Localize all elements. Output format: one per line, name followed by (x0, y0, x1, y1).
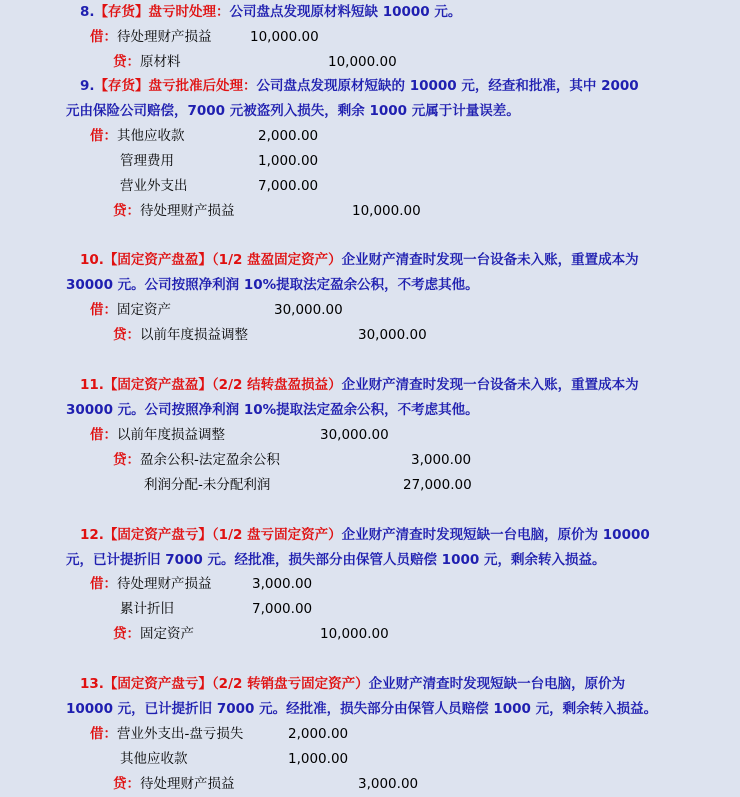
journal-line (90, 425, 225, 445)
journal-line (90, 724, 243, 744)
entry-desc: 公司盘点发现原材料短缺 10000 元。 (229, 4, 462, 20)
entry-desc: 企业财产清查时发现一台设备未入账，重置成本为 (341, 252, 639, 268)
entry-desc-cont: 元由保险公司赔偿，7000 元被盗列入损失，剩余 1000 元属于计量误差。 (66, 103, 520, 119)
journal-line (113, 624, 194, 644)
entry-8-heading (80, 2, 461, 22)
entry-9-heading (80, 76, 639, 96)
debit-label: 借： (90, 726, 117, 742)
account-name: 以前年度损益调整 (117, 427, 225, 443)
entry-num: 10. (80, 252, 104, 268)
entry-desc-cont: 30000 元。公司按照净利润 10%提取法定盈余公积，不考虑其他。 (66, 277, 479, 293)
credit-label: 贷： (113, 327, 140, 343)
account-name: 待处理财产损益 (140, 203, 235, 219)
journal-line (90, 574, 212, 594)
entry-title: 盘亏时处理： (148, 4, 230, 20)
journal-line (113, 774, 235, 794)
debit-label: 借： (90, 29, 117, 45)
entry-title: （1/2 盘盈固定资产） (211, 252, 342, 268)
entry-desc: 企业财产清查时发现短缺一台电脑，原价为 10000 (341, 527, 650, 543)
entry-title: （2/2 转销盘亏固定资产） (211, 676, 369, 692)
amount: 1,000.00 (258, 153, 319, 169)
entry-num: 9. (80, 78, 95, 94)
entry-desc: 企业财产清查时发现短缺一台电脑，原价为 (368, 676, 626, 692)
amount: 2,000.00 (288, 726, 349, 742)
amount: 10,000.00 (250, 29, 319, 45)
entry-tag: 【固定资产盘盈】 (103, 252, 212, 268)
amount: 30,000.00 (274, 302, 343, 318)
entry-tag: 【固定资产盘亏】 (103, 676, 212, 692)
amount: 1,000.00 (288, 751, 349, 767)
account-name: 固定资产 (117, 302, 171, 318)
journal-line (113, 52, 181, 72)
entry-12-heading (80, 525, 650, 545)
amount: 10,000.00 (320, 626, 389, 642)
entry-num: 12. (80, 527, 104, 543)
entry-13-heading (80, 674, 625, 694)
entry-tag: 【固定资产盘亏】 (103, 527, 212, 543)
credit-label: 贷： (113, 452, 140, 468)
credit-label: 贷： (113, 54, 140, 70)
entry-num: 11. (80, 377, 104, 393)
amount: 3,000.00 (252, 576, 313, 592)
debit-label: 借： (90, 576, 117, 592)
amount: 7,000.00 (252, 601, 313, 617)
entry-title: 盘亏批准后处理： (148, 78, 257, 94)
entry-num: 13. (80, 676, 104, 692)
entry-desc: 企业财产清查时发现一台设备未入账，重置成本为 (341, 377, 639, 393)
amount: 7,000.00 (258, 178, 319, 194)
entry-tag: 【存货】 (94, 4, 149, 20)
account-name: 其他应收款 (120, 751, 188, 767)
amount: 27,000.00 (403, 477, 472, 493)
entry-title: （2/2 结转盘盈损益） (211, 377, 342, 393)
journal-line (113, 450, 280, 470)
amount: 2,000.00 (258, 128, 319, 144)
debit-label: 借： (90, 302, 117, 318)
amount: 10,000.00 (328, 54, 397, 70)
amount: 10,000.00 (352, 203, 421, 219)
journal-line (90, 300, 171, 320)
account-name: 固定资产 (140, 626, 194, 642)
account-name: 待处理财产损益 (117, 29, 212, 45)
entry-desc-cont: 10000 元，已计提折旧 7000 元。经批准，损失部分由保管人员赔偿 1000 元，剩余转入损益。 (66, 701, 658, 717)
account-name: 管理费用 (120, 153, 174, 169)
entry-11-heading (80, 375, 639, 395)
amount: 30,000.00 (320, 427, 389, 443)
account-name: 利润分配-未分配利润 (144, 477, 271, 493)
entry-desc-cont: 元，已计提折旧 7000 元。经批准，损失部分由保管人员赔偿 1000 元，剩余转入损益。 (66, 552, 606, 568)
debit-label: 借： (90, 128, 117, 144)
amount: 3,000.00 (358, 776, 419, 792)
account-name: 原材料 (140, 54, 181, 70)
entry-tag: 【固定资产盘盈】 (103, 377, 212, 393)
credit-label: 贷： (113, 776, 140, 792)
entry-10-heading (80, 250, 639, 270)
account-name: 以前年度损益调整 (140, 327, 248, 343)
account-name: 累计折旧 (120, 601, 174, 617)
account-name: 营业外支出 (120, 178, 188, 194)
credit-label: 贷： (113, 626, 140, 642)
journal-line (113, 325, 248, 345)
journal-line (90, 126, 185, 146)
account-name: 待处理财产损益 (140, 776, 235, 792)
entry-num: 8. (80, 4, 95, 20)
journal-line (90, 27, 212, 47)
entry-desc: 公司盘点发现原材短缺的 10000 元，经查和批准，其中 2000 (256, 78, 639, 94)
debit-label: 借： (90, 427, 117, 443)
account-name: 盈余公积-法定盈余公积 (140, 452, 280, 468)
account-name: 营业外支出-盘亏损失 (117, 726, 244, 742)
amount: 3,000.00 (411, 452, 472, 468)
amount: 30,000.00 (358, 327, 427, 343)
credit-label: 贷： (113, 203, 140, 219)
account-name: 其他应收款 (117, 128, 185, 144)
account-name: 待处理财产损益 (117, 576, 212, 592)
entry-tag: 【存货】 (94, 78, 149, 94)
journal-line (113, 201, 235, 221)
entry-desc-cont: 30000 元。公司按照净利润 10%提取法定盈余公积，不考虑其他。 (66, 402, 479, 418)
entry-title: （1/2 盘亏固定资产） (211, 527, 342, 543)
